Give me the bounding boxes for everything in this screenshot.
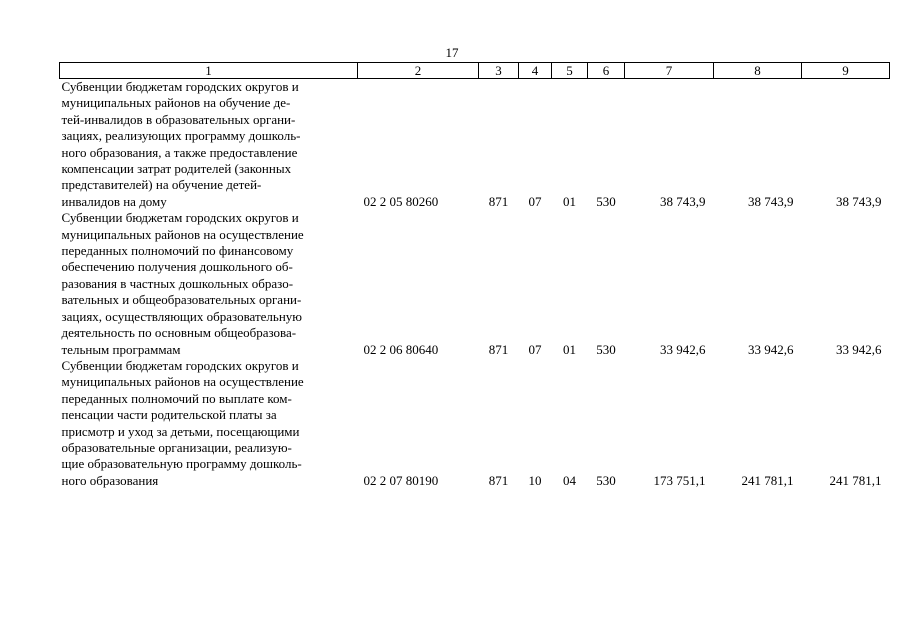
table-row bbox=[60, 210, 890, 358]
amount-col8: 33 942,6 bbox=[748, 341, 794, 357]
description-line: вательных и общеобразовательных органи- bbox=[61, 292, 302, 308]
cell-col5: 04 bbox=[563, 472, 576, 488]
description-line: тей-инвалидов в образовательных органи- bbox=[61, 111, 296, 127]
description-line: образовательные организации, реализую- bbox=[61, 439, 292, 455]
description-line: муниципальных районов на осуществление bbox=[61, 226, 304, 242]
row-description bbox=[60, 210, 358, 358]
description-line: муниципальных районов на осуществление bbox=[61, 374, 304, 390]
amount-col9: 38 743,9 bbox=[836, 193, 882, 209]
amount-col7: 33 942,6 bbox=[660, 341, 706, 357]
page-number: 17 bbox=[445, 45, 459, 60]
column-header-3: 3 bbox=[479, 63, 519, 79]
cell-col3: 871 bbox=[488, 341, 509, 357]
column-header-7: 7 bbox=[625, 63, 714, 79]
description-line: деятельность по основным общеобразова- bbox=[61, 325, 297, 341]
cell-col6: 530 bbox=[596, 472, 616, 488]
column-header-4: 4 bbox=[519, 63, 552, 79]
program-code: 02 2 05 80260 bbox=[363, 193, 439, 209]
description-line: ного образования, а также предоставление bbox=[61, 144, 298, 160]
cell-col6: 530 bbox=[596, 193, 616, 209]
description-line: разования в частных дошкольных образо- bbox=[61, 275, 294, 291]
amount-col9: 33 942,6 bbox=[836, 341, 882, 357]
amount-col7: 38 743,9 bbox=[660, 193, 706, 209]
cell-col4: 07 bbox=[528, 341, 542, 357]
description-line: ного образования bbox=[61, 472, 159, 488]
description-line: представителей) на обучение детей- bbox=[61, 177, 262, 193]
description-line: зациях, осуществляющих образовательную bbox=[61, 308, 303, 324]
column-header-9: 9 bbox=[802, 63, 890, 79]
description-line: щие образовательную программу дошколь- bbox=[61, 456, 302, 472]
cell-col5: 01 bbox=[563, 341, 576, 357]
program-code: 02 2 07 80190 bbox=[363, 472, 439, 488]
amount-col9: 241 781,1 bbox=[829, 472, 882, 488]
column-header-5: 5 bbox=[552, 63, 588, 79]
cell-col3: 871 bbox=[488, 472, 509, 488]
description-line: присмотр и уход за детьми, посещающими bbox=[61, 423, 300, 439]
description-line: тельным программам bbox=[61, 341, 181, 357]
program-code: 02 2 06 80640 bbox=[363, 341, 439, 357]
amount-col7: 173 751,1 bbox=[653, 472, 706, 488]
description-line: Субвенции бюджетам городских округов и bbox=[61, 79, 299, 94]
row-description bbox=[60, 79, 358, 211]
description-line: Субвенции бюджетам городских округов и bbox=[61, 357, 299, 373]
description-line: компенсации затрат родителей (законных bbox=[61, 161, 292, 177]
description-line: переданных полномочий по финансовому bbox=[61, 243, 294, 259]
description-line: пенсации части родительской платы за bbox=[61, 407, 277, 423]
table-row bbox=[60, 358, 890, 489]
cell-col5: 01 bbox=[563, 193, 576, 209]
table-header-row bbox=[60, 63, 890, 79]
budget-table bbox=[59, 62, 890, 489]
column-header-8: 8 bbox=[714, 63, 802, 79]
description-line: переданных полномочий по выплате ком- bbox=[61, 390, 292, 406]
column-header-1: 1 bbox=[60, 63, 358, 79]
cell-col6: 530 bbox=[596, 341, 616, 357]
amount-col8: 38 743,9 bbox=[748, 193, 794, 209]
description-line: инвалидов на дому bbox=[61, 193, 167, 209]
amount-col8: 241 781,1 bbox=[741, 472, 794, 488]
cell-col3: 871 bbox=[488, 193, 509, 209]
cell-col4: 07 bbox=[528, 193, 542, 209]
cell-col4: 10 bbox=[528, 472, 542, 488]
row-description bbox=[60, 358, 358, 489]
description-line: обеспечению получения дошкольного об- bbox=[61, 259, 293, 275]
column-header-2: 2 bbox=[358, 63, 479, 79]
description-line: зациях, реализующих программу дошколь- bbox=[61, 128, 301, 144]
table-row bbox=[60, 79, 890, 211]
description-line: муниципальных районов на обучение де- bbox=[61, 95, 291, 111]
column-header-6: 6 bbox=[588, 63, 625, 79]
description-line: Субвенции бюджетам городских округов и bbox=[61, 210, 299, 226]
